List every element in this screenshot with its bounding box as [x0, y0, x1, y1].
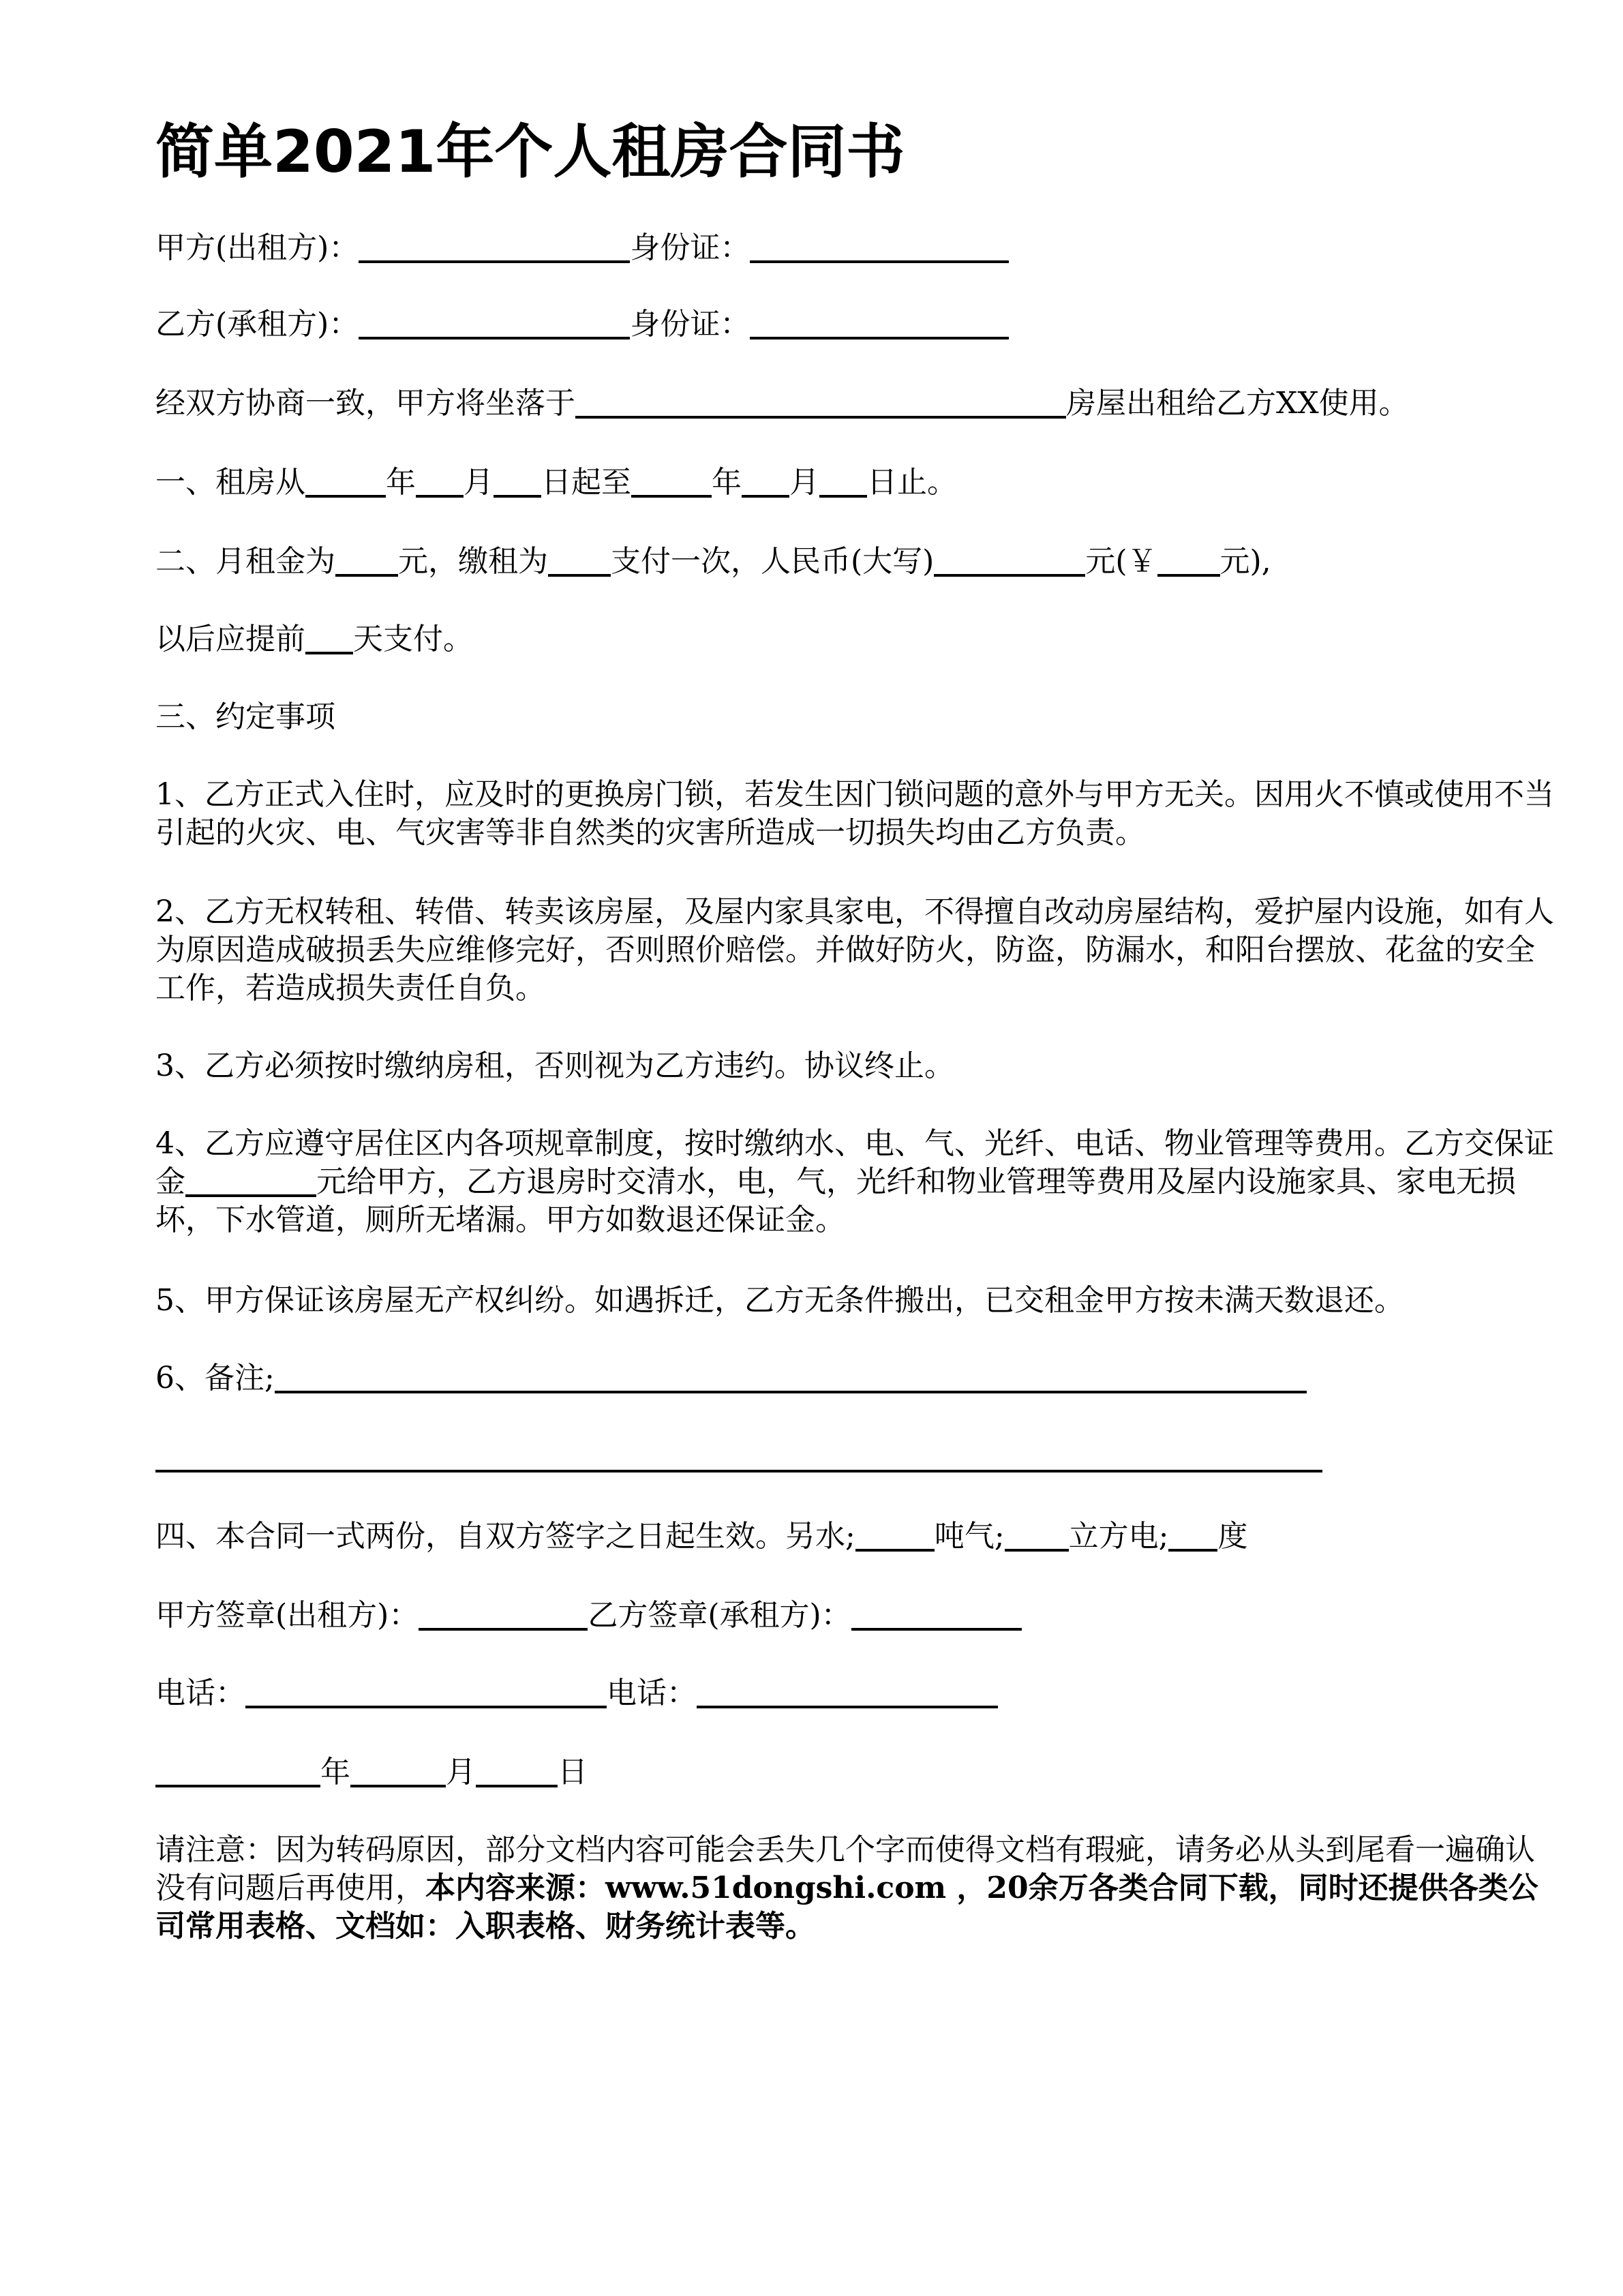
term-end-day-blank: [819, 465, 867, 498]
page-title: 简单2021年个人租房合同书: [155, 118, 905, 186]
rent-text-3: 支付一次，人民币(大写): [611, 544, 935, 579]
party-b-phone-label: 电话：: [607, 1676, 697, 1710]
rent-line: [155, 543, 1271, 581]
party-b-line: [155, 305, 1009, 344]
term-year-1: 年: [386, 465, 416, 500]
date-line: [155, 1753, 588, 1792]
term-line: [155, 464, 957, 502]
water-blank: [855, 1519, 935, 1552]
party-a-signature-label: 甲方签章(出租方)：: [155, 1598, 419, 1633]
term-month-2: 月: [789, 465, 819, 500]
clause-6: [155, 1359, 1307, 1398]
term-day-2: 日止。: [867, 465, 957, 500]
term-start-day-blank: [494, 465, 541, 498]
term-end-year-blank: [631, 465, 712, 498]
gas-unit: 立方电;: [1068, 1519, 1169, 1554]
rent-uppercase-blank: [934, 544, 1085, 577]
date-month-blank: [350, 1755, 446, 1787]
clause-4-text-a: 4、乙方应遵守居住区内各项规章制度，按时缴纳水、电、气、光纤、电话、物业管理等费用。乙方交保证金: [155, 1126, 1554, 1199]
electricity-blank: [1168, 1519, 1217, 1552]
term-start-month-blank: [416, 465, 464, 498]
clause-1: 1、乙方正式入住时，应及时的更换房门锁，若发生因门锁问题的意外与甲方无关。因用火不慎或使用不当引起的火灾、电、气灾害等非自然类的灾害所造成一切损失均由乙方负责。: [155, 777, 1554, 850]
date-day-blank: [476, 1755, 558, 1787]
rent-text-5: 元),: [1219, 544, 1271, 579]
location-blank: [575, 386, 1066, 419]
party-b-phone-blank: [697, 1676, 998, 1708]
location-suffix: 房屋出租给乙方XX使用。: [1066, 386, 1409, 421]
party-a-signature-blank: [419, 1598, 588, 1631]
advance-prefix: 以后应提前: [155, 622, 305, 656]
remarks-blank-1: [275, 1361, 1307, 1393]
section-4-line: [155, 1517, 1247, 1556]
term-prefix: 一、租房从: [155, 465, 305, 500]
party-a-line: [155, 229, 1009, 267]
party-a-phone-label: 电话：: [155, 1676, 245, 1710]
date-day-label: 日: [558, 1755, 588, 1789]
remarks-blank-2: [155, 1470, 1322, 1472]
party-a-name-blank: [359, 230, 630, 263]
date-year-blank: [155, 1755, 320, 1787]
clause-3: 3、乙方必须按时缴纳房租，否则视为乙方违约。协议终止。: [155, 1048, 954, 1083]
party-a-id-blank: [750, 230, 1009, 263]
location-prefix: 经双方协商一致，甲方将坐落于: [155, 386, 575, 421]
date-year-label: 年: [320, 1755, 350, 1789]
clause-5: 5、甲方保证该房屋无产权纠纷。如遇拆迁，乙方无条件搬出，已交租金甲方按未满天数退还。: [155, 1283, 1404, 1318]
party-a-id-label: 身份证：: [630, 230, 750, 265]
advance-suffix: 天支付。: [353, 622, 473, 656]
rent-text-2: 元，缴租为: [398, 544, 548, 579]
party-a-phone-blank: [245, 1676, 607, 1708]
signature-line: [155, 1597, 1022, 1635]
term-end-month-blank: [742, 465, 789, 498]
rent-prefix: 二、月租金为: [155, 544, 335, 579]
clause-4: [155, 1125, 1560, 1239]
water-unit: 吨气;: [934, 1519, 1005, 1554]
phone-line: [155, 1674, 998, 1712]
advance-line: [155, 620, 473, 659]
party-b-name-blank: [359, 307, 630, 339]
notice: [155, 1831, 1560, 1946]
rent-text-4: 元(￥: [1085, 544, 1157, 579]
term-day-1: 日起至: [541, 465, 631, 500]
party-b-id-blank: [750, 307, 1009, 339]
rent-period-blank: [548, 544, 611, 577]
notice-text: 请注意：因为转码原因，部分文档内容可能会丢失几个字而使得文档有瑕疵，请务必从头到尾看一遍确认没有问题后再使用，: [155, 1832, 1535, 1905]
section-3-heading: 三、约定事项: [155, 699, 335, 734]
party-b-signature-blank: [851, 1598, 1022, 1631]
location-line: [155, 384, 1409, 423]
party-a-label: 甲方(出租方)：: [155, 230, 359, 265]
clause-2: 2、乙方无权转租、转借、转卖该房屋，及屋内家具家电，不得擅自改动房屋结构，爱护屋内设施，如有人为原因造成破损丢失应维修完好，否则照价赔偿。并做好防火，防盗，防漏水，和阳台摆放、花盆的安全工作，若造成损失责任自负。: [155, 894, 1554, 1006]
rent-amount-blank: [335, 544, 398, 577]
electricity-unit: 度: [1217, 1519, 1248, 1554]
deposit-blank: [185, 1164, 316, 1197]
term-year-2: 年: [712, 465, 742, 500]
clause-4-text-b: 元给甲方，乙方退房时交清水，电，气，光纤和物业管理等费用及屋内设施家具、家电无损坏，下水管道，厕所无堵漏。甲方如数退还保证金。: [155, 1164, 1516, 1237]
remarks-label: 6、备注;: [155, 1361, 275, 1395]
term-month-1: 月: [464, 465, 494, 500]
rent-number-blank: [1157, 544, 1220, 577]
party-b-label: 乙方(承租方)：: [155, 307, 359, 342]
gas-blank: [1005, 1519, 1069, 1552]
party-b-id-label: 身份证：: [630, 307, 750, 342]
notice-source-text: 本内容来源：www.51dongshi.com ，20余万各类合同下载，同时还提供各类公司常用表格、文档如：入职表格、财务统计表等。: [155, 1871, 1538, 1944]
section-4-text: 四、本合同一式两份，自双方签字之日起生效。另水;: [155, 1519, 855, 1554]
term-start-year-blank: [305, 465, 386, 498]
advance-days-blank: [305, 622, 353, 654]
date-month-label: 月: [446, 1755, 476, 1789]
party-b-signature-label: 乙方签章(承租方)：: [588, 1598, 851, 1633]
